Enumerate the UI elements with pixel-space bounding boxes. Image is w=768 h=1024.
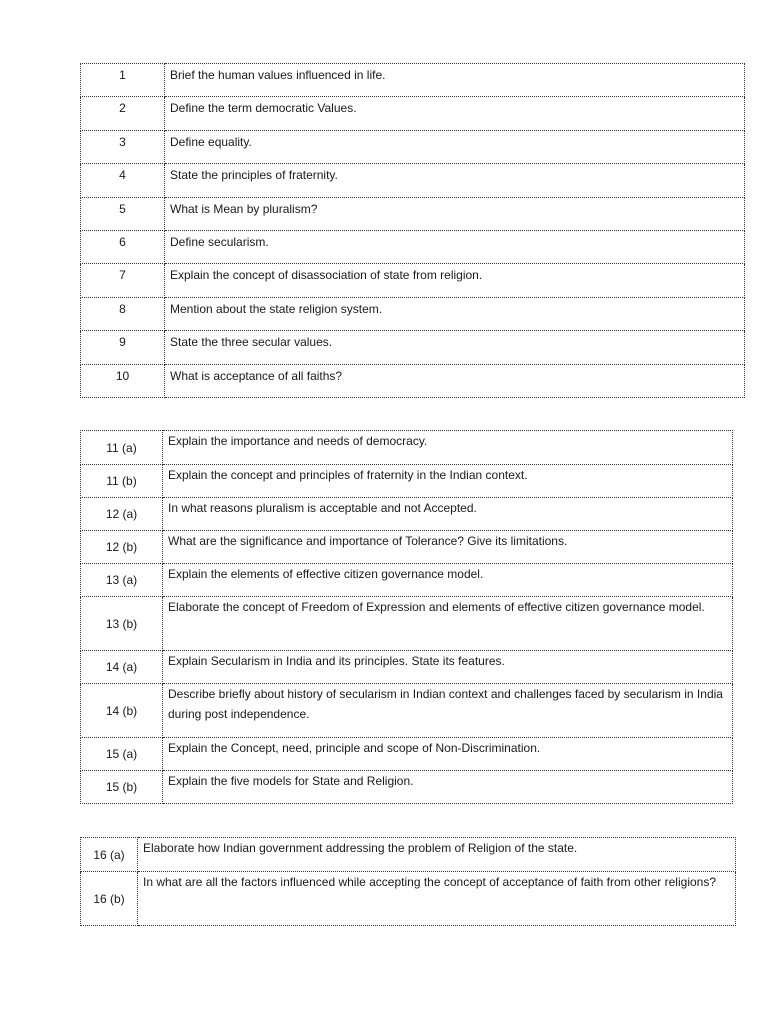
question-text: In what are all the factors influenced while accepting the concept of acceptance of faith from other religions? [138, 872, 736, 926]
question-number: 12 (b) [81, 531, 163, 564]
question-number: 1 [81, 64, 165, 97]
question-number: 8 [81, 297, 165, 330]
table-row [81, 97, 745, 130]
question-number: 13 (a) [81, 564, 163, 597]
question-number: 2 [81, 97, 165, 130]
question-number: 10 [81, 364, 165, 397]
question-text: Explain the Concept, need, principle and scope of Non-Discrimination. [163, 738, 733, 771]
question-text: Elaborate how Indian government addressing the problem of Religion of the state. [138, 838, 736, 872]
table-row [81, 364, 745, 397]
question-text: Mention about the state religion system. [165, 297, 745, 330]
question-text: Explain the importance and needs of democracy. [163, 431, 733, 465]
question-text: Explain the five models for State and Religion. [163, 771, 733, 804]
table-row [81, 297, 745, 330]
question-number: 16 (a) [81, 838, 138, 872]
question-text: Elaborate the concept of Freedom of Expression and elements of effective citizen governance model. [163, 597, 733, 651]
table-row [81, 331, 745, 364]
table-row [81, 130, 745, 163]
table-row [81, 838, 736, 872]
table-row [81, 164, 745, 197]
table-row [81, 564, 733, 597]
question-text: Define equality. [165, 130, 745, 163]
question-text: What is acceptance of all faiths? [165, 364, 745, 397]
question-text: Define the term democratic Values. [165, 97, 745, 130]
table-row [81, 684, 733, 738]
question-number: 6 [81, 230, 165, 263]
question-number: 15 (b) [81, 771, 163, 804]
question-number: 3 [81, 130, 165, 163]
question-text: In what reasons pluralism is acceptable and not Accepted. [163, 498, 733, 531]
question-number: 13 (b) [81, 597, 163, 651]
questions-table-1 [80, 63, 745, 398]
table-row [81, 431, 733, 465]
table-row [81, 771, 733, 804]
question-number: 4 [81, 164, 165, 197]
table-row [81, 531, 733, 564]
questions-table-2 [80, 430, 733, 804]
question-text: What are the significance and importance of Tolerance? Give its limitations. [163, 531, 733, 564]
question-number: 9 [81, 331, 165, 364]
question-number: 11 (a) [81, 431, 163, 465]
question-number: 15 (a) [81, 738, 163, 771]
question-text: Define secularism. [165, 230, 745, 263]
question-number: 14 (a) [81, 651, 163, 684]
question-number: 16 (b) [81, 872, 138, 926]
table-row [81, 738, 733, 771]
table-row [81, 264, 745, 297]
question-text: Brief the human values influenced in life. [165, 64, 745, 97]
question-text: What is Mean by pluralism? [165, 197, 745, 230]
question-text: Explain the elements of effective citizen governance model. [163, 564, 733, 597]
question-text: State the three secular values. [165, 331, 745, 364]
question-number: 7 [81, 264, 165, 297]
question-number: 11 (b) [81, 465, 163, 498]
question-text: State the principles of fraternity. [165, 164, 745, 197]
question-number: 12 (a) [81, 498, 163, 531]
table-row [81, 872, 736, 926]
table-row [81, 64, 745, 97]
questions-table-3 [80, 837, 736, 926]
question-text: Explain the concept and principles of fraternity in the Indian context. [163, 465, 733, 498]
table-row [81, 230, 745, 263]
question-text: Describe briefly about history of secularism in Indian context and challenges faced by secularism in India during post independence. [163, 684, 733, 738]
question-text: Explain Secularism in India and its principles. State its features. [163, 651, 733, 684]
table-row [81, 498, 733, 531]
question-number: 14 (b) [81, 684, 163, 738]
question-number: 5 [81, 197, 165, 230]
table-row [81, 651, 733, 684]
table-row [81, 597, 733, 651]
table-row [81, 197, 745, 230]
question-text: Explain the concept of disassociation of state from religion. [165, 264, 745, 297]
table-row [81, 465, 733, 498]
